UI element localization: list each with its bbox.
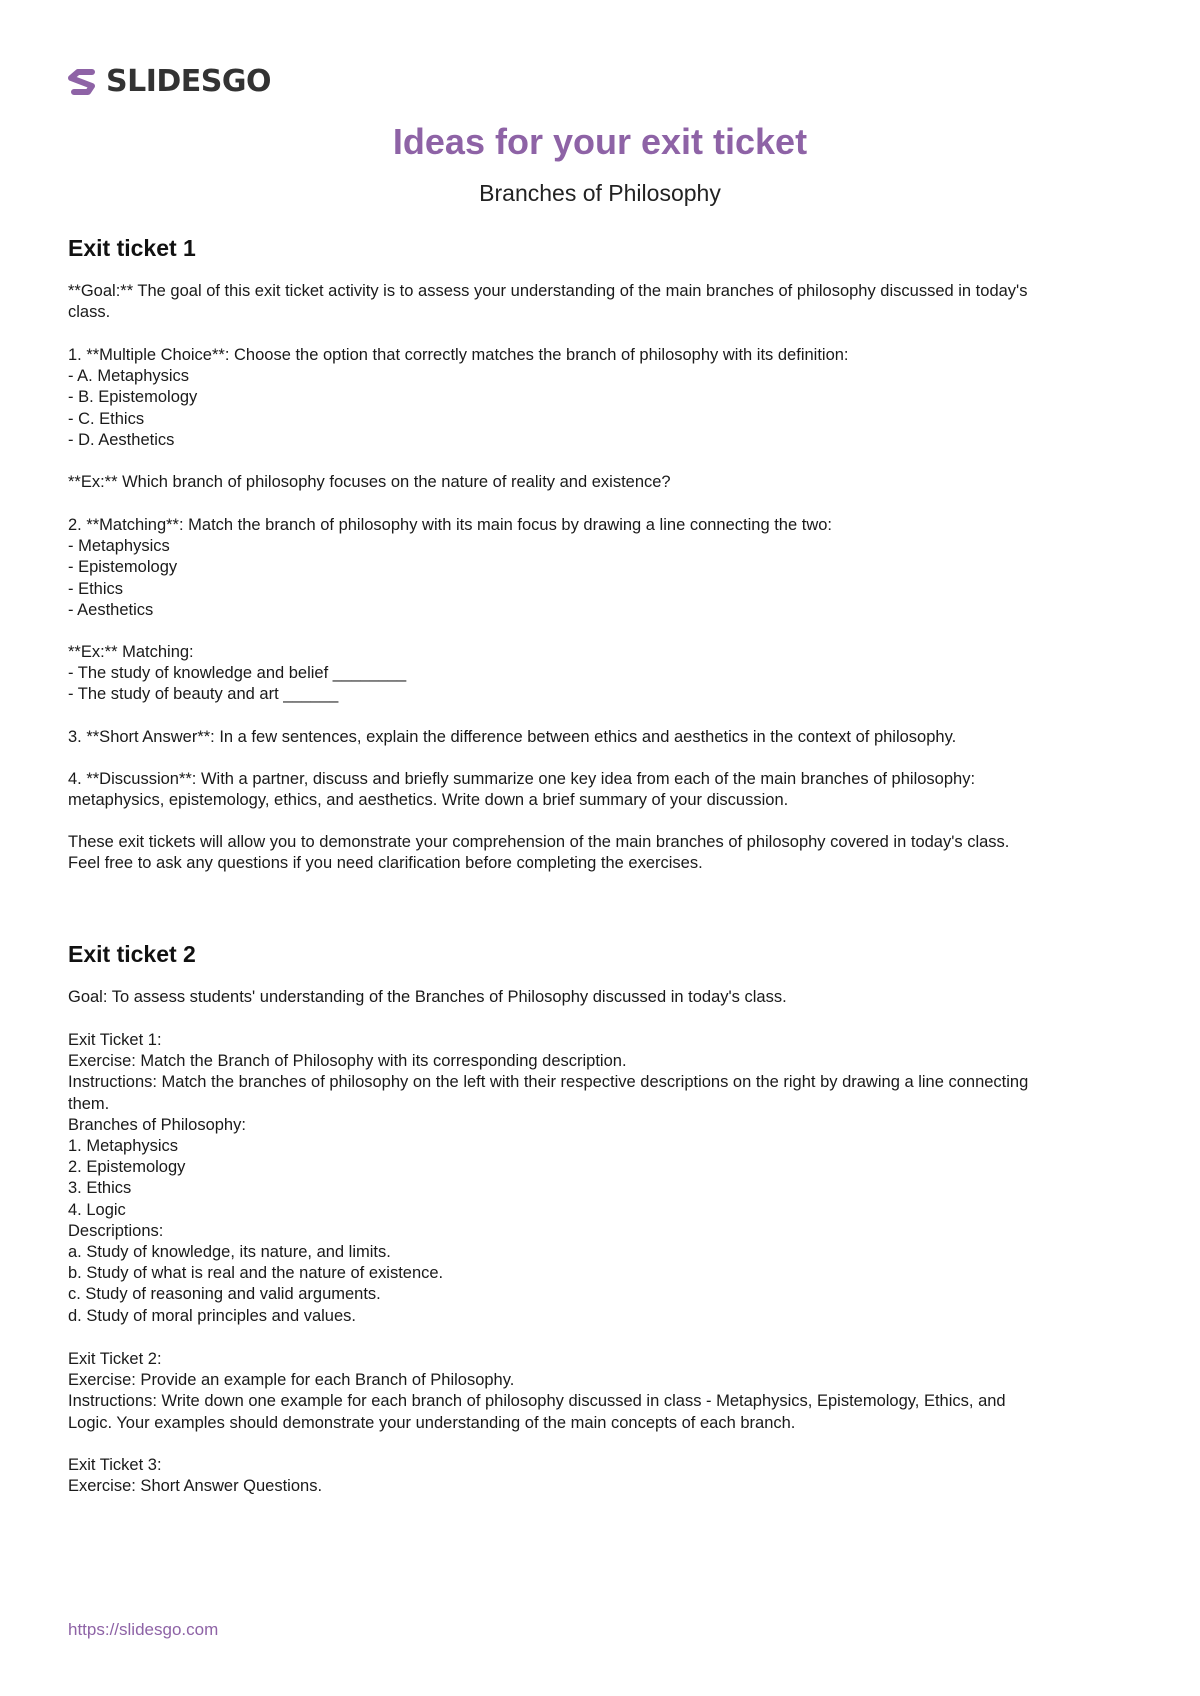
text-line: Exit Ticket 2:: [68, 1350, 162, 1368]
ticket1-question-4: [68, 769, 1143, 811]
list-item: d. Study of moral principles and values.: [68, 1306, 356, 1325]
page-title: Ideas for your exit ticket: [392, 121, 808, 162]
text-line: 3. **Short Answer**: In a few sentences, explain the difference between ethics and aesthetics in the context of philosophy.: [68, 728, 957, 746]
text-line: class.: [68, 303, 111, 322]
list-item: 1. Metaphysics: [68, 1137, 179, 1156]
text-line: Feel free to ask any questions if you need clarification before completing the exercises.: [68, 854, 703, 873]
list-item: - A. Metaphysics: [68, 367, 190, 386]
text-line: Instructions: Match the branches of philosophy on the left with their respective descriptions on the right by drawing a line connecting: [68, 1073, 1029, 1092]
ticket1-closing: [68, 832, 1143, 874]
ticket2-exit-ticket-1: [68, 1030, 1143, 1327]
text-line: 2. **Matching**: Match the branch of philosophy with its main focus by drawing a line connecting the two:: [68, 516, 833, 534]
text-line: **Goal:** The goal of this exit ticket activity is to assess your understanding of the main branches of philosophy discussed in today's: [68, 282, 1028, 300]
ticket2-exit-ticket-3: [68, 1455, 1143, 1497]
text-line: Exercise: Short Answer Questions.: [68, 1477, 323, 1496]
section-heading-exit-ticket-1: Exit ticket 1: [68, 235, 196, 261]
ticket1-goal: [68, 281, 1143, 323]
list-item: - D. Aesthetics: [68, 430, 175, 449]
text-line: 4. **Discussion**: With a partner, discuss and briefly summarize one key idea from each of the main branches of philosophy:: [68, 770, 976, 788]
list-item: - B. Epistemology: [68, 388, 198, 407]
text-line: **Ex:** Which branch of philosophy focuses on the nature of reality and existence?: [68, 473, 671, 491]
list-item: - Metaphysics: [68, 537, 170, 556]
list-item: - Epistemology: [68, 558, 178, 577]
text-line: **Ex:** Matching:: [68, 643, 194, 661]
footer-link[interactable]: https://slidesgo.com: [68, 1620, 219, 1639]
text-line: Instructions: Write down one example for each branch of philosophy discussed in class - Metaphysics, Epistemology, Ethics, and: [68, 1392, 1006, 1411]
section-heading-exit-ticket-2: Exit ticket 2: [68, 941, 196, 967]
list-item: - The study of beauty and art ______: [68, 685, 339, 704]
text-line: them.: [68, 1094, 110, 1113]
slidesgo-logo: [66, 62, 271, 102]
list-item: 4. Logic: [68, 1200, 126, 1219]
list-item: - Ethics: [68, 579, 124, 598]
list-item: - Aesthetics: [68, 600, 154, 619]
text-line: Exit Ticket 3:: [68, 1456, 162, 1474]
text-line: Exit Ticket 1:: [68, 1031, 162, 1049]
text-line: 1. **Multiple Choice**: Choose the option that correctly matches the branch of philosophy with its definition:: [68, 346, 849, 364]
text-line: metaphysics, epistemology, ethics, and aesthetics. Write down a brief summary of your discussion.: [68, 791, 789, 810]
text-line: Branches of Philosophy:: [68, 1115, 246, 1134]
text-line: Exercise: Provide an example for each Branch of Philosophy.: [68, 1371, 515, 1390]
text-line: Descriptions:: [68, 1221, 164, 1240]
ticket1-question-3: [68, 727, 1143, 748]
text-line: Goal: To assess students' understanding of the Branches of Philosophy discussed in today's class.: [68, 988, 787, 1006]
logo-text: SLIDESGO: [106, 64, 272, 99]
list-item: 3. Ethics: [68, 1179, 132, 1198]
text-line: These exit tickets will allow you to demonstrate your comprehension of the main branches of philosophy covered in today's class.: [68, 833, 1010, 851]
ticket2-goal: [68, 987, 1143, 1008]
ticket1-example-2: [68, 642, 1143, 706]
list-item: b. Study of what is real and the nature of existence.: [68, 1264, 444, 1283]
list-item: - The study of knowledge and belief ________: [68, 664, 407, 683]
ticket1-example-1: [68, 472, 1143, 493]
list-item: - C. Ethics: [68, 409, 145, 428]
ticket1-question-2: [68, 515, 1143, 621]
list-item: c. Study of reasoning and valid arguments.: [68, 1285, 381, 1304]
text-line: Logic. Your examples should demonstrate your understanding of the main concepts of each branch.: [68, 1413, 796, 1432]
list-item: a. Study of knowledge, its nature, and limits.: [68, 1243, 391, 1262]
ticket2-exit-ticket-2: [68, 1349, 1143, 1434]
list-item: 2. Epistemology: [68, 1158, 186, 1177]
slidesgo-s-logo-icon: [66, 65, 100, 99]
ticket1-question-1: [68, 345, 1143, 451]
text-line: Exercise: Match the Branch of Philosophy with its corresponding description.: [68, 1052, 627, 1071]
page-subtitle: Branches of Philosophy: [479, 180, 721, 206]
